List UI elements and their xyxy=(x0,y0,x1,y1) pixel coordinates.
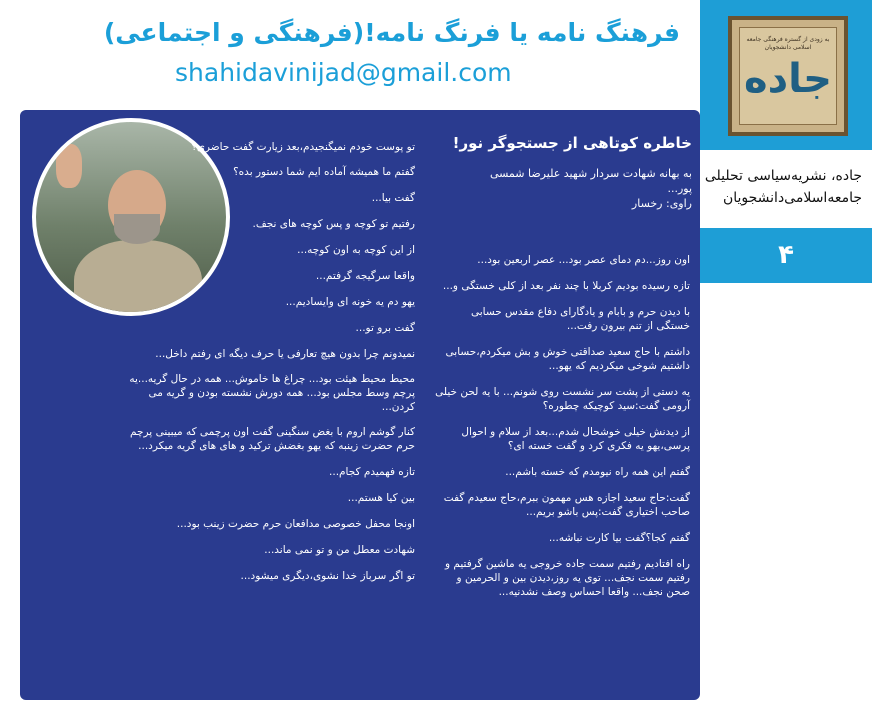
paragraph: از دیدنش خیلی خوشحال شدم...بعد از سلام و احوال پرسی،یهو یه فکری کرد و گفت خسته ای؟ xyxy=(461,426,690,452)
article-subtitle: به بهانه شهادت سردار شهید علیرضا شمسی پور... xyxy=(489,167,692,195)
page-number: ۴ xyxy=(778,240,794,270)
page-title: فرهنگ نامه یا فرنگ نامه!(فرهنگی و اجتماعی) xyxy=(103,18,680,47)
article-title: خاطره کوتاهی از جستجوگر نور! xyxy=(452,134,692,152)
paragraph: گفت:حاج سعید اجازه هس مهمون ببرم،حاج سعیدم گفت صاحب اختیاری گفت:پس باشو بریم... xyxy=(443,492,690,518)
article-narrator: راوی: رخسار xyxy=(631,197,692,210)
paragraph: تو اگر سرباز خدا نشوی،دیگری میشود... xyxy=(240,570,415,582)
paragraph: بین کیا هستم... xyxy=(347,492,415,504)
paragraph: شهادت معطل من و تو نمی ماند... xyxy=(264,544,415,556)
article-subtitle-block xyxy=(462,166,692,211)
sidebar xyxy=(700,0,872,710)
paragraph: گفت بیا... xyxy=(371,192,415,204)
magazine-subtitle: جاده، نشریه‌سیاسی تحلیلی جامعه‌اسلامی‌دانشجویان xyxy=(704,168,862,206)
contact-email[interactable]: shahidavinijad@gmail.com xyxy=(175,58,512,87)
paragraph: تازه رسیده بودیم کربلا با چند نفر بعد از کلی خستگی و... xyxy=(442,280,690,292)
paragraph: نمیدونم چرا بدون هیچ تعارفی یا حرف دیگه ای رفتم داخل... xyxy=(155,348,415,360)
photo-hand-shape xyxy=(56,144,82,188)
paragraph: محیط محیط هیئت بود... چراغ ها خاموش... همه در حال گریه...یه پرچم وسط مجلس بود... همه دورش نشسته بودن و گریه می کردن... xyxy=(129,373,415,413)
paragraph: تازه فهمیدم کجام... xyxy=(329,466,415,478)
paragraph: رفتیم تو کوچه و پس کوچه های نجف. xyxy=(252,218,415,230)
page-header xyxy=(0,0,700,100)
page-number-box xyxy=(700,228,872,283)
paragraph: داشتم با حاج سعید صداقتی خوش و بش میکردم،حسابی داشتیم شوخی میکردیم که یهو... xyxy=(445,346,690,372)
article-column-right xyxy=(435,253,690,599)
logo-band xyxy=(700,0,872,150)
paragraph: واقعا سرگیجه گرفتم... xyxy=(315,270,415,282)
paragraph: اون روز...دم دمای عصر بود... عصر اربعین بود... xyxy=(477,254,690,266)
article-column-left xyxy=(120,140,415,583)
paragraph: یه دستی از پشت سر نشست روی شونم... با یه لحن خیلی آرومی گفت:سید کوچیکه چطوره؟ xyxy=(435,386,690,412)
paragraph: از این کوچه به اون کوچه... xyxy=(297,244,415,256)
paragraph: کنار گوشم اروم با بغض سنگینی گفت اون پرچمی که میبینی پرچم حرم حضرت زینبه که یهو بغضش ترکید و های های گریه میکرد... xyxy=(130,426,415,452)
magazine-logo xyxy=(728,16,848,136)
logo-tagline: به زودی از گستره فرهنگی جامعه اسلامی دانشجویان xyxy=(746,36,830,51)
paragraph: با دیدن حرم و بابام و یادگارای دفاع مقدس حسابی خستگی از تنم بیرون رفت... xyxy=(470,306,690,332)
paragraph: گفتم این همه راه نیومدم که خسته باشم... xyxy=(505,466,690,478)
paragraph: تو پوست خودم نمیگنجیدم،بعد زیارت گفت حاضری؟ xyxy=(191,141,415,153)
paragraph: راه افتادیم رفتیم سمت جاده خروجی یه ماشین گرفتیم و رفتیم سمت نجف... توی یه روز،دیدن بین و الحرمین و صحن نجف... واقعا احساس وصف نشدنیه... xyxy=(444,558,690,598)
logo-name: جاده xyxy=(744,56,832,102)
paragraph: گفتم ما همیشه آماده ایم شما دستور بده؟ xyxy=(233,166,415,178)
paragraph: گفتم کجا؟گفت بیا کارت نباشه... xyxy=(548,532,690,544)
paragraph: گفت برو تو... xyxy=(355,322,415,334)
paragraph: اونجا محفل خصوصی مدافعان حرم حضرت زینب بود... xyxy=(176,518,415,530)
article-panel xyxy=(20,110,700,700)
paragraph: یهو دم یه خونه ای وایسادیم... xyxy=(285,296,415,308)
